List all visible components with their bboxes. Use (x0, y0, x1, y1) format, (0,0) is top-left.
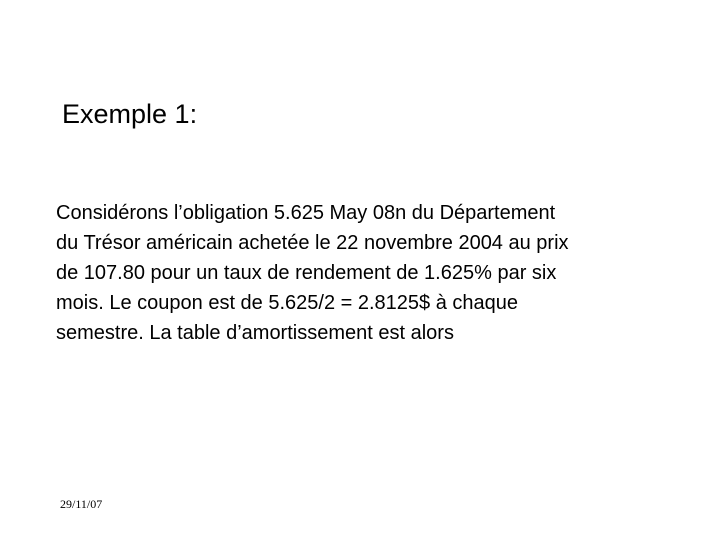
body-line: mois. Le coupon est de 5.625/2 = 2.8125$ à chaque (56, 292, 519, 314)
body-line: semestre. La table d’amortissement est alors (56, 322, 454, 344)
slide-title: Exemple 1: (62, 99, 198, 129)
slide-body (56, 198, 696, 348)
body-line: de 107.80 pour un taux de rendement de 1.625% par six (56, 262, 557, 284)
body-line: Considérons l’obligation 5.625 May 08n du Département (56, 202, 556, 224)
body-line: du Trésor américain achetée le 22 novembre 2004 au prix (56, 232, 569, 254)
slide-date: 29/11/07 (60, 497, 103, 511)
